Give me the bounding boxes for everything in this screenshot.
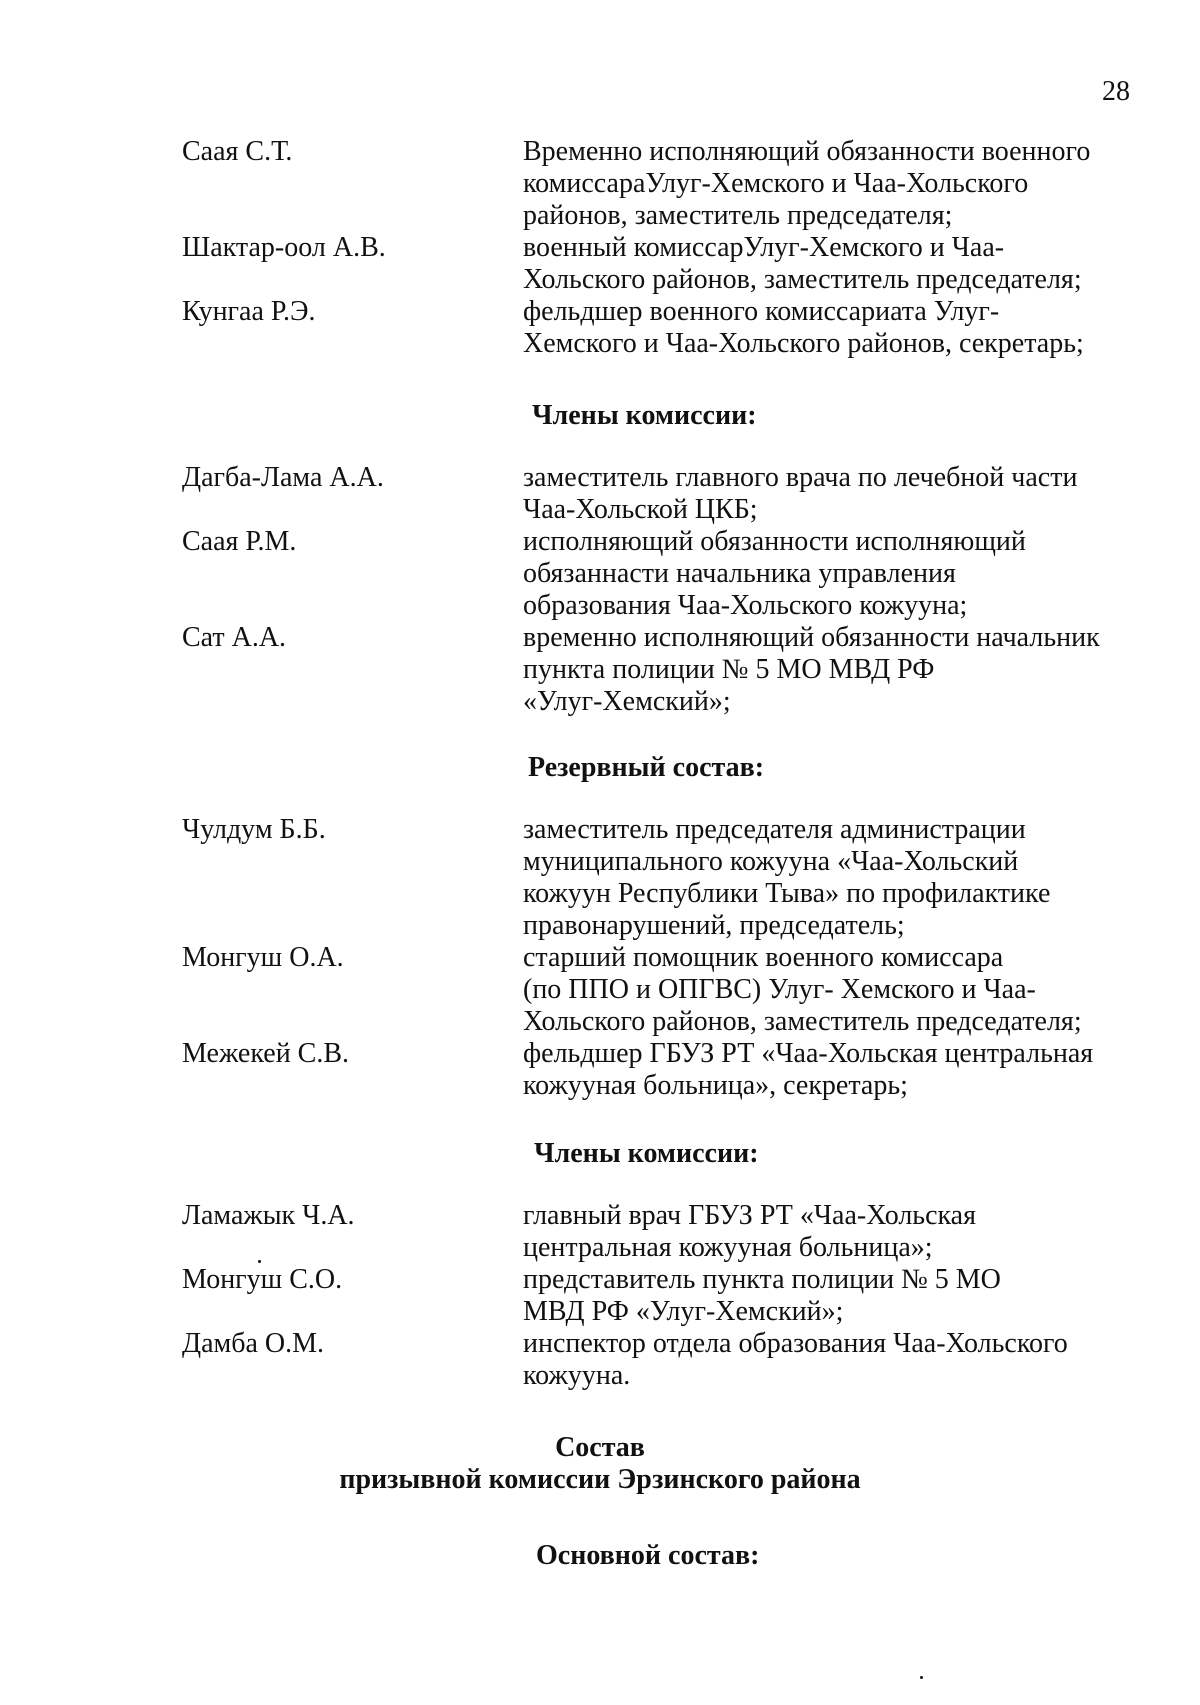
member-name: Монгуш С.О. [182,1264,343,1295]
member-name: Саая Р.М. [182,526,297,557]
member-name: Кунгаа Р.Э. [182,296,316,327]
member-role: главный врач ГБУЗ РТ «Чаа-Хольская центральная кожууная больница»; [523,1200,976,1263]
member-role: временно исполняющий обязанности начальник пункта полиции № 5 МО МВД РФ «Улуг-Хемский»; [523,622,1100,717]
section-heading: Резервный состав: [528,752,765,783]
scan-speck [920,1676,923,1679]
scan-speck [258,1260,261,1263]
member-role: военный комиссарУлуг-Хемского и Чаа- Хольского районов, заместитель председателя; [523,232,1082,295]
page-number: 28 [1102,76,1130,107]
member-role: заместитель председателя администрации муниципального кожууна «Чаа-Хольский кожуун Республики Тыва» по профилактике правонарушений, председатель; [523,814,1051,941]
section-heading: Члены комиссии: [532,400,757,431]
member-role: фельдшер ГБУЗ РТ «Чаа-Хольская центральная кожууная больница», секретарь; [523,1038,1094,1101]
member-name: Чулдум Б.Б. [182,814,326,845]
member-name: Шактар-оол А.В. [182,232,386,263]
section-heading: Члены комиссии: [534,1138,759,1169]
member-role: фельдшер военного комиссариата Улуг- Хемского и Чаа-Хольского районов, секретарь; [523,296,1084,359]
section-title: Состав призывной комиссии Эрзинского района [339,1432,861,1495]
section-heading: Основной состав: [536,1540,760,1571]
member-name: Ламажык Ч.А. [182,1200,355,1231]
member-name: Монгуш О.А. [182,942,344,973]
member-name: Сат А.А. [182,622,287,653]
member-name: Саая С.Т. [182,136,293,167]
member-role: заместитель главного врача по лечебной части Чаа-Хольской ЦКБ; [523,462,1078,525]
member-role: исполняющий обязанности исполняющий обязаннасти начальника управления образования Чаа-Хольского кожууна; [523,526,1026,621]
member-name: Дамба О.М. [182,1328,325,1359]
member-name: Дагба-Лама А.А. [182,462,384,493]
member-name: Межекей С.В. [182,1038,350,1069]
member-role: старший помощник военного комиссара (по ППО и ОПГВС) Улуг- Хемского и Чаа- Хольского районов, заместитель председателя; [523,942,1082,1037]
member-role: инспектор отдела образования Чаа-Хольского кожууна. [523,1328,1068,1391]
member-role: Временно исполняющий обязанности военного комиссараУлуг-Хемского и Чаа-Хольского районов, заместитель председателя; [523,136,1091,231]
member-role: представитель пункта полиции № 5 МО МВД РФ «Улуг-Хемский»; [523,1264,1001,1327]
